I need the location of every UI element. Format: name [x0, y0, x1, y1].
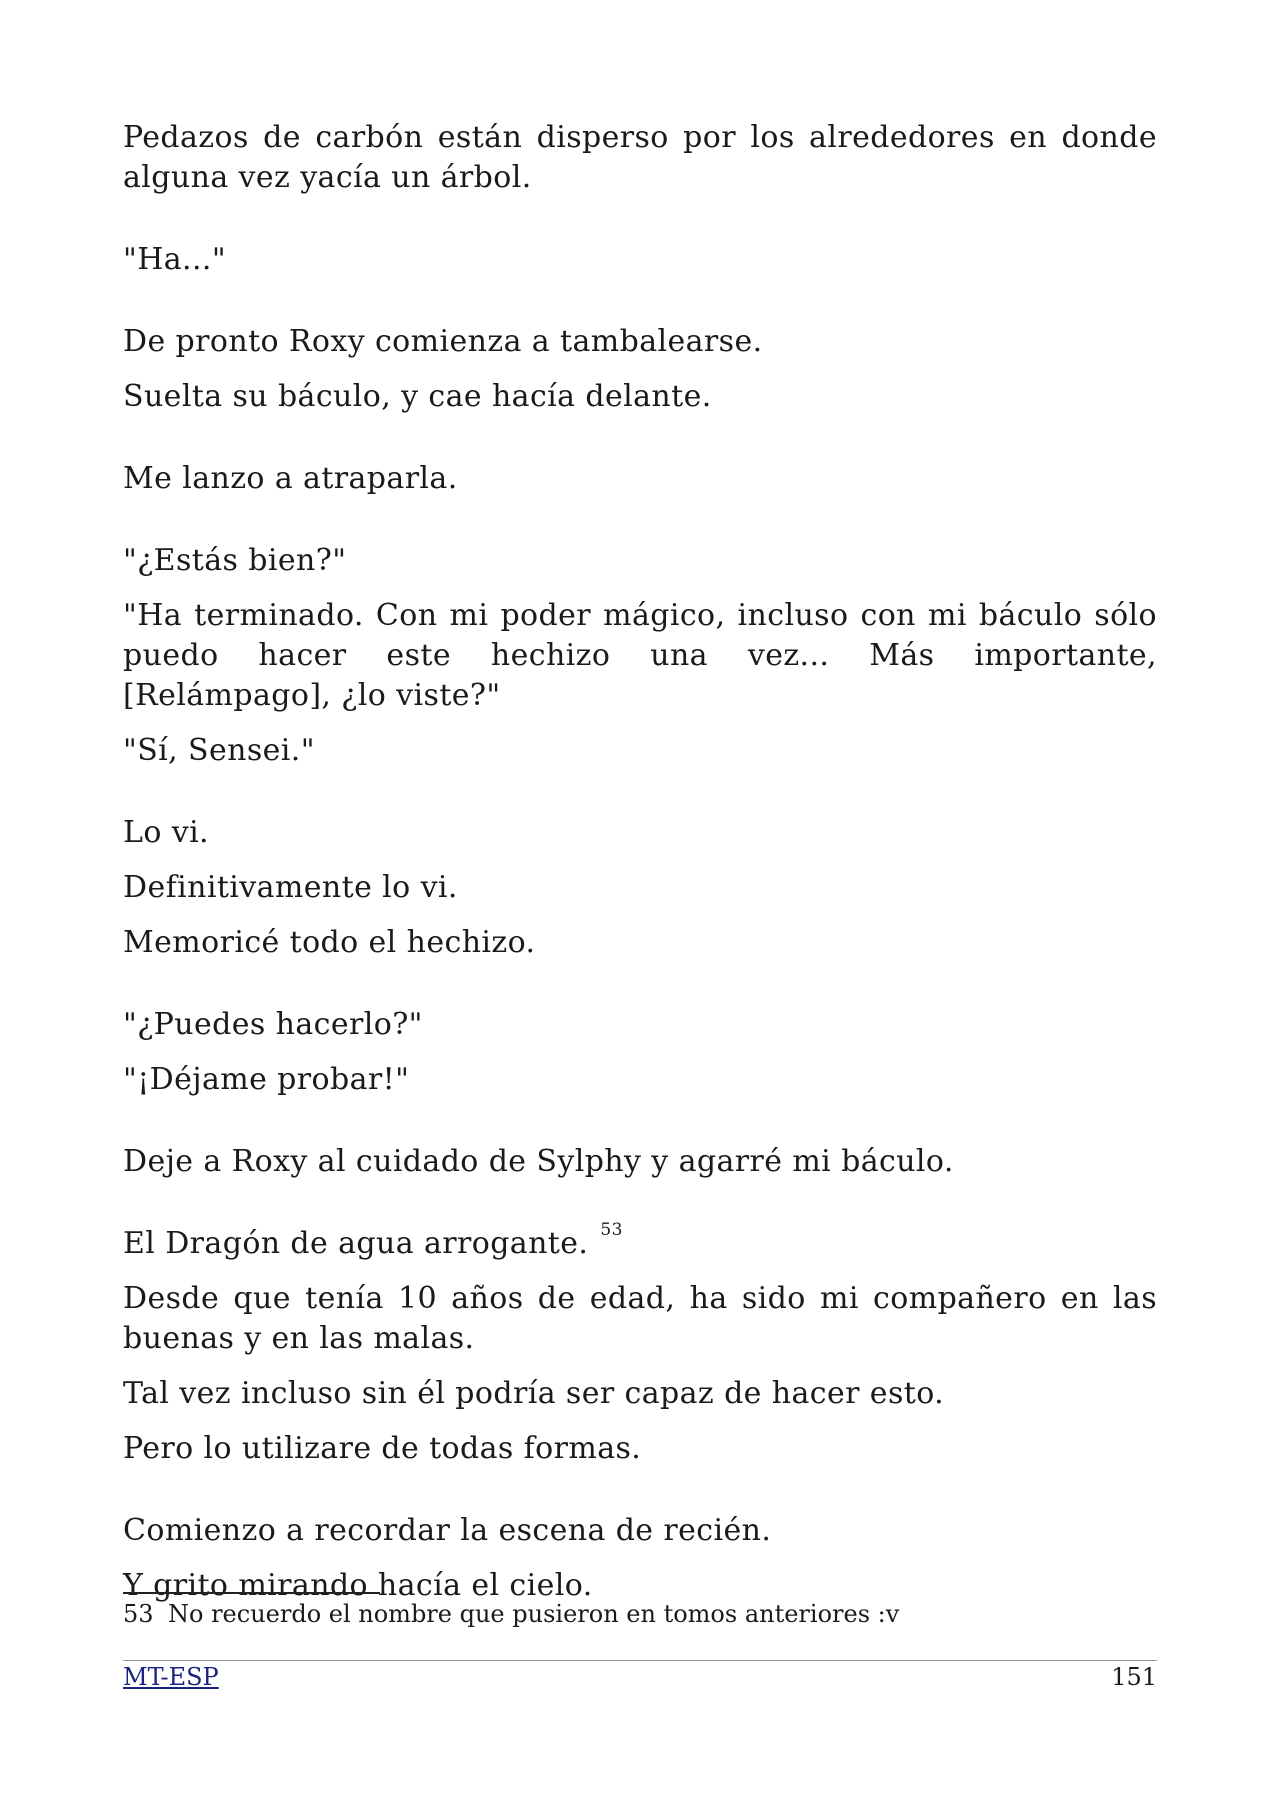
page-number: 151: [1111, 1663, 1157, 1691]
paragraph-text: Lo vi.: [123, 815, 209, 850]
paragraph-text: "Ha terminado. Con mi poder mágico, incluso con mi báculo sólo puedo hacer este hechizo una vez... Más importante, [Relámpago], ¿lo viste?": [123, 598, 1157, 713]
paragraph: [123, 322, 1157, 362]
page-body: [123, 118, 1157, 1606]
paragraph: [123, 868, 1157, 908]
paragraph-text: Desde que tenía 10 años de edad, ha sido mi compañero en las buenas y en las malas.: [123, 1281, 1157, 1356]
paragraph-text: "Sí, Sensei.": [123, 733, 315, 768]
paragraph-text: De pronto Roxy comienza a tambalearse.: [123, 324, 763, 359]
footnote: [123, 1598, 899, 1630]
paragraph-text: El Dragón de agua arrogante.: [123, 1226, 589, 1261]
paragraph-text: Suelta su báculo, y cae hacía delante.: [123, 379, 712, 414]
footnote-separator: [123, 1592, 380, 1594]
paragraph-text: Y grito mirando hacía el cielo.: [123, 1568, 593, 1603]
paragraph: [123, 923, 1157, 963]
paragraph: [123, 813, 1157, 853]
paragraph-text: Tal vez incluso sin él podría ser capaz de hacer esto.: [123, 1376, 945, 1411]
paragraph: [123, 1279, 1157, 1359]
paragraph: [123, 731, 1157, 771]
paragraph-text: Definitivamente lo vi.: [123, 870, 458, 905]
footnote-text: No recuerdo el nombre que pusieron en tomos anteriores :v: [168, 1600, 900, 1628]
paragraph: [123, 1005, 1157, 1045]
paragraph: [123, 377, 1157, 417]
paragraph-text: Deje a Roxy al cuidado de Sylphy y agarré mi báculo.: [123, 1144, 954, 1179]
paragraph-text: Memoricé todo el hechizo.: [123, 925, 536, 960]
paragraph: [123, 596, 1157, 716]
paragraph: [123, 240, 1157, 280]
paragraph: [123, 1060, 1157, 1100]
paragraph: [123, 1220, 1157, 1264]
paragraph-text: "Ha...": [123, 242, 227, 277]
paragraph: [123, 1374, 1157, 1414]
paragraph-text: Pedazos de carbón están disperso por los alrededores en donde alguna vez yacía un árbol.: [123, 120, 1157, 195]
paragraph-text: Me lanzo a atraparla.: [123, 461, 458, 496]
paragraph-text: "¡Déjame probar!": [123, 1062, 410, 1097]
paragraph-text: "¿Puedes hacerlo?": [123, 1007, 423, 1042]
paragraph-text: Comienzo a recordar la escena de recién.: [123, 1513, 772, 1548]
footer-link[interactable]: MT-ESP: [123, 1663, 219, 1691]
paragraph-text: "¿Estás bien?": [123, 543, 347, 578]
paragraph: [123, 1511, 1157, 1551]
footnote-number: 53: [123, 1600, 154, 1628]
paragraph-text: Pero lo utilizare de todas formas.: [123, 1431, 642, 1466]
footnote-reference[interactable]: 53: [600, 1220, 623, 1240]
paragraph: [123, 1142, 1157, 1182]
paragraph: [123, 541, 1157, 581]
paragraph: [123, 118, 1157, 198]
paragraph: [123, 1429, 1157, 1469]
paragraph: [123, 459, 1157, 499]
footer-divider: [123, 1660, 1157, 1661]
